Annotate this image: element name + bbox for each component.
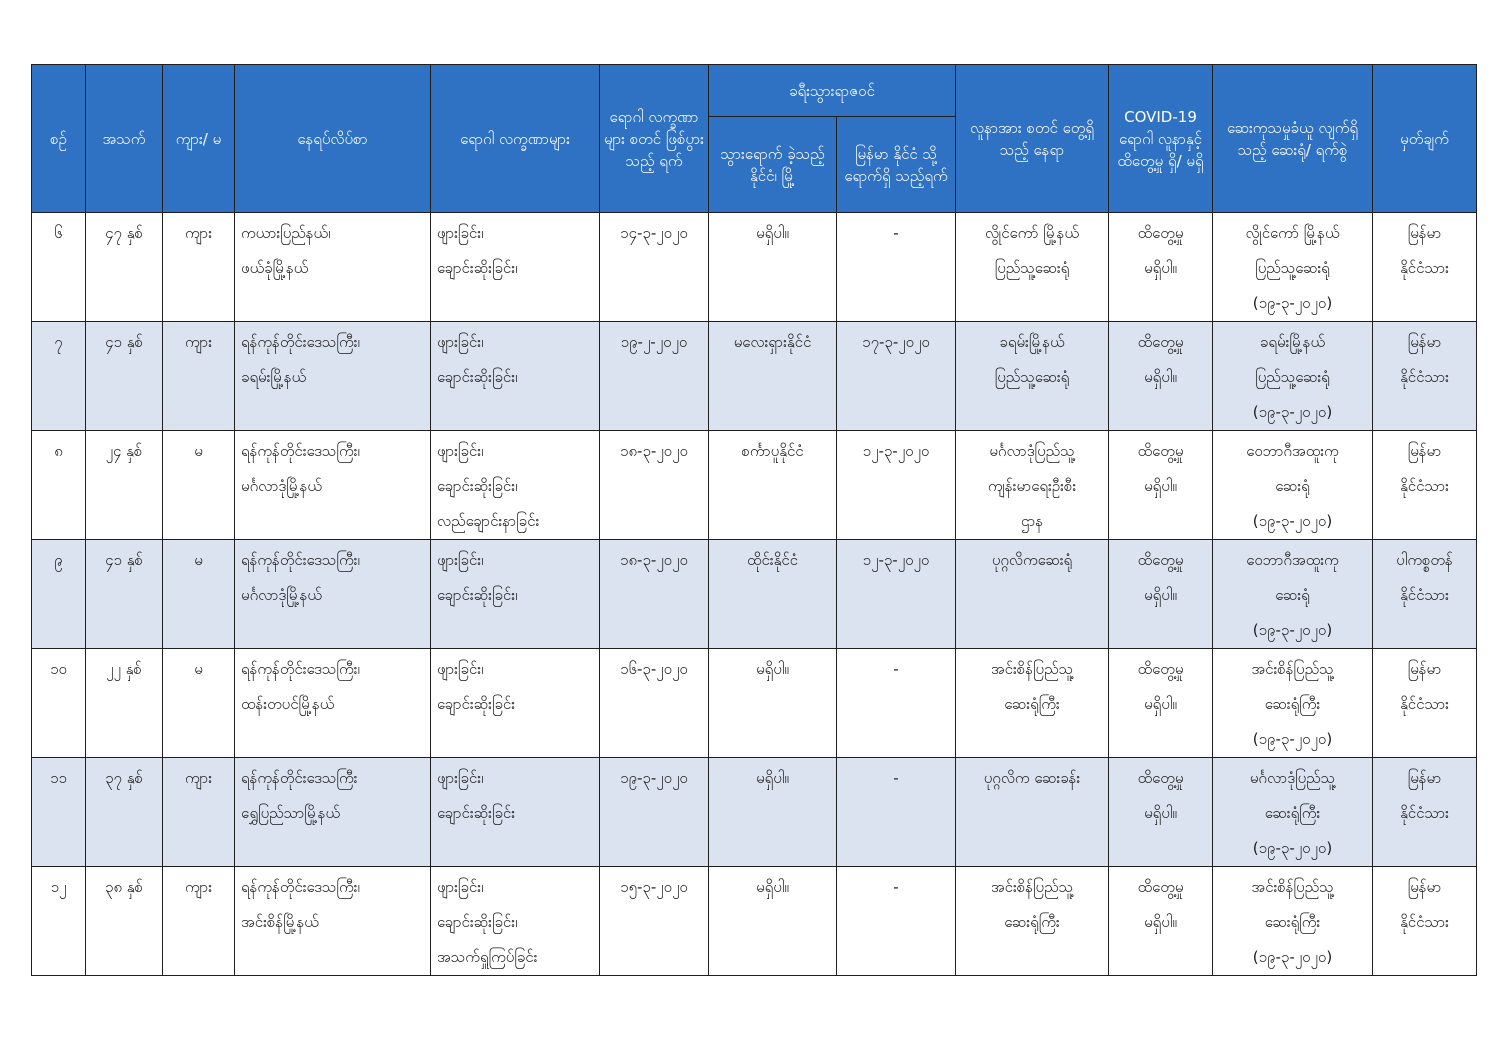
cell-contact-line: မရှိပါ။ [1144, 259, 1177, 277]
header-hospital: ဆေးကုသမှုခံယူ လျက်ရှိသည့် ဆေးရုံ/ ရက်စွဲ [1213, 65, 1373, 213]
cell-symptoms-line: ဖျားခြင်း၊ [437, 333, 484, 351]
cell-onset-date: ၁၄-၃-၂၀၂၀ [600, 213, 709, 322]
header-age: အသက် [86, 65, 163, 213]
cell-address-line: ရန်ကုန်တိုင်းဒေသကြီး၊ [241, 442, 360, 460]
cell-contact-line: မရှိပါ။ [1144, 804, 1177, 822]
cell-detected-place-line: အင်းစိန်ပြည်သူ့ [990, 660, 1074, 678]
cell-contact [1109, 867, 1213, 976]
cell-sex: ကျား [163, 322, 235, 431]
cell-onset-date: ၁၆-၃-၂၀၂၀ [600, 649, 709, 758]
header-travel-history: ခရီးသွားရာဇဝင် [709, 65, 956, 117]
cell-travel-country: စင်္ကာပူနိုင်ငံ [709, 431, 837, 540]
cell-remarks [1373, 867, 1477, 976]
table-body [32, 213, 1477, 976]
cell-address-line: မင်္ဂလာဒုံမြို့နယ် [241, 477, 322, 495]
cell-hospital-line: ပြည်သူ့ဆေးရုံ [1255, 259, 1330, 277]
cell-contact [1109, 213, 1213, 322]
cell-remarks-line: နိုင်ငံသား [1400, 368, 1449, 386]
cell-symptoms-line: ချောင်းဆိုးခြင်း [437, 804, 516, 822]
cell-contact [1109, 540, 1213, 649]
cell-hospital-line: (၁၉-၃-၂၀၂၀) [1252, 403, 1333, 421]
cell-symptoms-line: လည်ချောင်းနာခြင်း [437, 512, 540, 530]
cell-onset-date: ၁၈-၃-၂၀၂၀ [600, 540, 709, 649]
cell-detected-place-line: မင်္ဂလာဒုံပြည်သူ့ [989, 442, 1075, 460]
cell-hospital-line: (၁၉-၃-၂၀၂၀) [1252, 839, 1333, 857]
cell-remarks-line: မြန်မာ [1407, 333, 1442, 351]
cell-address-line: အင်းစိန်မြို့နယ် [241, 913, 319, 931]
cell-detected-place [956, 213, 1109, 322]
cell-contact-line: မရှိပါ။ [1144, 913, 1177, 931]
cell-onset-date: ၁၉-၃-၂၀၂၀ [600, 758, 709, 867]
cell-remarks-line: မြန်မာ [1407, 660, 1442, 678]
cell-hospital-line: ဝေဘာဂီအထူးကု [1246, 442, 1339, 460]
table-row [32, 758, 1477, 867]
cell-remarks [1373, 431, 1477, 540]
cell-remarks-line: နိုင်ငံသား [1400, 695, 1449, 713]
cell-onset-date: ၁၉-၂-၂၀၂၀ [600, 322, 709, 431]
cell-detected-place-line: ပုဂ္ဂလိကဆေးရုံ [991, 551, 1073, 569]
cell-contact [1109, 431, 1213, 540]
header-no: စဉ် [32, 65, 86, 213]
header-symptoms: ရောဂါ လက္ခဏာများ [431, 65, 600, 213]
cell-address [235, 867, 431, 976]
cell-hospital-line: မင်္ဂလာဒုံပြည်သူ့ [1249, 769, 1336, 787]
cell-arrival-date: ၁၇-၃-၂၀၂၀ [837, 322, 956, 431]
cell-remarks [1373, 758, 1477, 867]
cell-no: ၁၂ [32, 867, 86, 976]
cell-detected-place-line: ခရမ်းမြို့နယ် [999, 333, 1065, 351]
cell-remarks-line: မြန်မာ [1407, 442, 1442, 460]
cell-address [235, 649, 431, 758]
cell-sex: မ [163, 649, 235, 758]
cell-contact [1109, 322, 1213, 431]
cell-travel-country: မရှိပါ။ [709, 867, 837, 976]
cell-detected-place-line: ဆေးရုံကြီး [1004, 913, 1060, 931]
header-contact: COVID-19 ရောဂါ လူနာနှင့် ထိတွေ့မှု ရှိ/ မရှိ [1109, 65, 1213, 213]
cell-symptoms-line: ချောင်းဆိုးခြင်း [437, 695, 516, 713]
cell-symptoms-line: ချောင်းဆိုးခြင်း၊ [437, 259, 518, 277]
cell-hospital-line: ပြည်သူ့ဆေးရုံ [1255, 368, 1330, 386]
cell-arrival-date: - [837, 758, 956, 867]
cell-sex: မ [163, 540, 235, 649]
cell-symptoms [431, 431, 600, 540]
cell-detected-place [956, 867, 1109, 976]
cell-arrival-date: - [837, 649, 956, 758]
cell-remarks-line: မြန်မာ [1407, 224, 1442, 242]
cell-contact-line: မရှိပါ။ [1144, 586, 1177, 604]
cell-age: ၄၁ နှစ် [86, 322, 163, 431]
table-header [32, 65, 1477, 213]
cell-contact-line: ထိတွေ့မှု [1137, 442, 1184, 460]
cell-travel-country: မရှိပါ။ [709, 213, 837, 322]
cell-hospital-line: ဆေးရုံကြီး [1264, 804, 1321, 822]
cell-sex: ကျား [163, 867, 235, 976]
cell-age: ၄၇ နှစ် [86, 213, 163, 322]
cell-age: ၄၁ နှစ် [86, 540, 163, 649]
cell-age: ၂၂ နှစ် [86, 649, 163, 758]
cell-address [235, 758, 431, 867]
cell-remarks [1373, 649, 1477, 758]
cell-hospital-line: (၁၉-၃-၂၀၂၀) [1252, 294, 1333, 312]
cell-hospital [1213, 758, 1373, 867]
cell-hospital [1213, 867, 1373, 976]
cell-remarks-line: မြန်မာ [1407, 878, 1442, 896]
cell-onset-date: ၁၅-၃-၂၀၂၀ [600, 867, 709, 976]
cell-address-line: ထန်းတပင်မြို့နယ် [241, 695, 335, 713]
table-row [32, 867, 1477, 976]
cell-contact [1109, 758, 1213, 867]
table-row [32, 649, 1477, 758]
cell-hospital-line: ဝေဘာဂီအထူးကု [1246, 551, 1339, 569]
cell-detected-place-line: ဆေးရုံကြီး [1004, 695, 1060, 713]
header-onset: ရောဂါ လက္ခဏာများ စတင် ဖြစ်ပွားသည့် ရက် [600, 65, 709, 213]
cell-symptoms [431, 540, 600, 649]
cell-contact-line: ထိတွေ့မှု [1137, 660, 1184, 678]
cell-symptoms [431, 322, 600, 431]
table-row [32, 431, 1477, 540]
cell-symptoms-line: ဖျားခြင်း၊ [437, 878, 484, 896]
cell-remarks-line: မြန်မာ [1407, 769, 1442, 787]
cell-remarks-line: ပါကစ္စတန် [1396, 551, 1453, 569]
cell-contact-line: ထိတွေ့မှု [1137, 878, 1184, 896]
cell-no: ၆ [32, 213, 86, 322]
cell-symptoms-line: အသက်ရှူကြပ်ခြင်း [437, 948, 538, 966]
cell-hospital-line: (၁၉-၃-၂၀၂၀) [1252, 621, 1333, 639]
cell-symptoms-line: ချောင်းဆိုးခြင်း၊ [437, 913, 518, 931]
cell-address [235, 213, 431, 322]
cell-hospital-line: (၁၉-၃-၂၀၂၀) [1252, 512, 1333, 530]
cell-remarks [1373, 540, 1477, 649]
cell-address-line: ရန်ကုန်တိုင်းဒေသကြီး [241, 769, 358, 787]
cell-address-line: ရန်ကုန်တိုင်းဒေသကြီး၊ [241, 551, 360, 569]
cell-remarks-line: နိုင်ငံသား [1400, 477, 1449, 495]
cell-symptoms-line: ဖျားခြင်း၊ [437, 551, 484, 569]
cell-symptoms [431, 867, 600, 976]
cell-detected-place-line: ပြည်သူ့ဆေးရုံ [994, 259, 1070, 277]
cell-travel-country: မရှိပါ။ [709, 649, 837, 758]
cell-symptoms-line: ချောင်းဆိုးခြင်း၊ [437, 586, 518, 604]
cell-symptoms-line: ဖျားခြင်း၊ [437, 769, 484, 787]
header-arrival-date: မြန်မာ နိုင်ငံ သို့ ရောက်ရှိ သည့်ရက် [837, 117, 956, 213]
cell-address-line: ခရမ်းမြို့နယ် [241, 368, 307, 386]
cell-symptoms-line: ဖျားခြင်း၊ [437, 224, 484, 242]
cell-travel-country: မရှိပါ။ [709, 758, 837, 867]
cell-remarks-line: နိုင်ငံသား [1400, 913, 1449, 931]
cell-contact-line: ထိတွေ့မှု [1137, 333, 1184, 351]
header-address: နေရပ်လိပ်စာ [235, 65, 431, 213]
cell-arrival-date: ၁၂-၃-၂၀၂၀ [837, 540, 956, 649]
cell-symptoms-line: ဖျားခြင်း၊ [437, 660, 484, 678]
cell-detected-place [956, 540, 1109, 649]
cell-no: ၉ [32, 540, 86, 649]
cell-travel-country: မလေးရှားနိုင်ငံ [709, 322, 837, 431]
cell-hospital-line: ခရမ်းမြို့နယ် [1259, 333, 1326, 351]
cell-address [235, 431, 431, 540]
cell-onset-date: ၁၈-၃-၂၀၂၀ [600, 431, 709, 540]
cell-detected-place-line: ပြည်သူ့ဆေးရုံ [994, 368, 1070, 386]
cell-symptoms-line: ဖျားခြင်း၊ [437, 442, 484, 460]
cell-detected-place [956, 758, 1109, 867]
cases-table [31, 64, 1477, 976]
cell-hospital-line: (၁၉-၃-၂၀၂၀) [1252, 948, 1333, 966]
cell-address-line: ရန်ကုန်တိုင်းဒေသကြီး၊ [241, 660, 360, 678]
cell-detected-place-line: လွိုင်ကော် မြို့နယ် [984, 224, 1080, 242]
cell-no: ၁၁ [32, 758, 86, 867]
cell-age: ၃၇ နှစ် [86, 758, 163, 867]
cell-sex: မ [163, 431, 235, 540]
cell-address-line: မင်္ဂလာဒုံမြို့နယ် [241, 586, 322, 604]
header-sex: ကျား/ မ [163, 65, 235, 213]
cell-address-line: ကယားပြည်နယ်၊ [241, 224, 331, 242]
cell-contact-line: ထိတွေ့မှု [1137, 769, 1184, 787]
cell-remarks-line: နိုင်ငံသား [1400, 804, 1449, 822]
cell-hospital-line: ဆေးရုံကြီး [1264, 913, 1321, 931]
table-row [32, 213, 1477, 322]
cell-symptoms-line: ချောင်းဆိုးခြင်း၊ [437, 477, 518, 495]
cell-hospital-line: ဆေးရုံကြီး [1264, 695, 1321, 713]
cell-arrival-date: - [837, 213, 956, 322]
cell-detected-place [956, 649, 1109, 758]
cell-remarks [1373, 322, 1477, 431]
cell-contact-line: မရှိပါ။ [1144, 695, 1177, 713]
cell-address-line: ရန်ကုန်တိုင်းဒေသကြီး၊ [241, 333, 360, 351]
cell-travel-country: ထိုင်းနိုင်ငံ [709, 540, 837, 649]
cell-hospital [1213, 322, 1373, 431]
cell-address [235, 322, 431, 431]
header-travel-country: သွားရောက် ခဲ့သည့် နိုင်ငံ၊ မြို့ [709, 117, 837, 213]
cell-detected-place-line: အင်းစိန်ပြည်သူ့ [990, 878, 1074, 896]
table-row [32, 540, 1477, 649]
cell-symptoms-line: ချောင်းဆိုးခြင်း၊ [437, 368, 518, 386]
cell-hospital-line: လွိုင်ကော် မြို့နယ် [1245, 224, 1340, 242]
cell-contact-line: ထိတွေ့မှု [1137, 551, 1184, 569]
header-detected-place: လူနာအား စတင် တွေ့ရှိသည့် နေရာ [956, 65, 1109, 213]
cell-contact [1109, 649, 1213, 758]
cell-no: ၈ [32, 431, 86, 540]
cell-contact-line: မရှိပါ။ [1144, 368, 1177, 386]
cell-hospital [1213, 649, 1373, 758]
cell-hospital-line: (၁၉-၃-၂၀၂၀) [1252, 730, 1333, 748]
cell-sex: ကျား [163, 213, 235, 322]
cell-remarks-line: နိုင်ငံသား [1400, 586, 1449, 604]
cell-detected-place [956, 322, 1109, 431]
cell-detected-place-line: ပုဂ္ဂလိက ဆေးခန်း [983, 769, 1081, 787]
cell-address-line: ရွှေပြည်သာမြို့နယ် [241, 804, 341, 822]
cell-age: ၃၈ နှစ် [86, 867, 163, 976]
cell-remarks [1373, 213, 1477, 322]
cell-address-line: ဖယ်ခုံမြို့နယ် [241, 259, 309, 277]
cell-sex: ကျား [163, 758, 235, 867]
cell-detected-place [956, 431, 1109, 540]
cell-symptoms [431, 213, 600, 322]
cell-hospital [1213, 431, 1373, 540]
cell-hospital [1213, 540, 1373, 649]
cell-arrival-date: - [837, 867, 956, 976]
cell-hospital-line: အင်းစိန်ပြည်သူ့ [1251, 878, 1334, 896]
header-remarks: မှတ်ချက် [1373, 65, 1477, 213]
cell-contact-line: မရှိပါ။ [1144, 477, 1177, 495]
cell-hospital-line: ဆေးရုံ [1275, 586, 1310, 604]
cell-detected-place-line: ဌာန [1020, 512, 1044, 530]
table-row [32, 322, 1477, 431]
cell-contact-line: ထိတွေ့မှု [1137, 224, 1184, 242]
cell-hospital-line: အင်းစိန်ပြည်သူ့ [1251, 660, 1334, 678]
cell-arrival-date: ၁၂-၃-၂၀၂၀ [837, 431, 956, 540]
cell-symptoms [431, 758, 600, 867]
cell-remarks-line: နိုင်ငံသား [1400, 259, 1449, 277]
cell-detected-place-line: ကျန်းမာရေးဦးစီး [987, 477, 1077, 495]
cell-no: ၇ [32, 322, 86, 431]
cell-hospital [1213, 213, 1373, 322]
cell-no: ၁၀ [32, 649, 86, 758]
cell-address-line: ရန်ကုန်တိုင်းဒေသကြီး၊ [241, 878, 360, 896]
cell-age: ၂၄ နှစ် [86, 431, 163, 540]
cell-address [235, 540, 431, 649]
cell-symptoms [431, 649, 600, 758]
cell-hospital-line: ဆေးရုံ [1275, 477, 1310, 495]
